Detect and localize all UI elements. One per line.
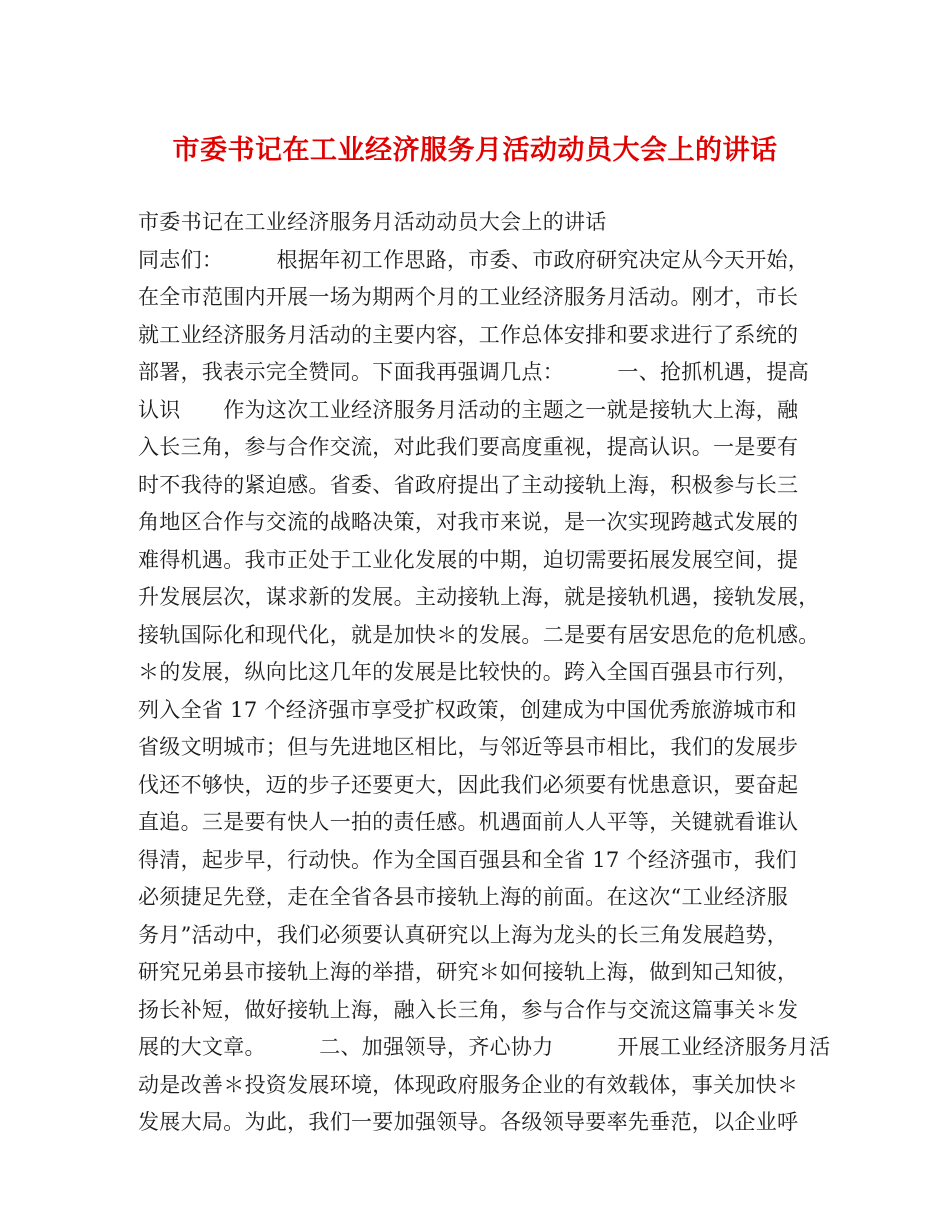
body-line: 省级文明城市；但与先进地区相比，与邻近等县市相比，我们的发展步 [138, 735, 799, 759]
body-line: 难得机遇。我市正处于工业化发展的中期，迫切需要拓展发展空间，提 [138, 547, 799, 572]
body-line: 接轨国际化和现代化，就是加快＊的发展。二是要有居安思危的危机感。 [138, 622, 820, 647]
body-line: 同志们： 根据年初工作思路，市委、市政府研究决定从今天开始， [138, 247, 810, 272]
body-line: 伐还不够快，迈的步子还要更大，因此我们必须要有忧患意识，要奋起 [138, 772, 799, 797]
body-line: 动是改善＊投资发展环境，体现政府服务企业的有效载体，事关加快＊ [138, 1072, 799, 1097]
body-line: 展的大文章。 二、加强领导，齐心协力 开展工业经济服务月活 [138, 1035, 831, 1059]
body-line: 务月”活动中，我们必须要认真研究以上海为龙头的长三角发展趋势， [138, 922, 789, 947]
body-line: ＊的发展，纵向比这几年的发展是比较快的。跨入全国百强县市行列， [138, 660, 799, 684]
body-line: 在全市范围内开展一场为期两个月的工业经济服务月活动。刚才，市长 [138, 285, 799, 309]
document-body [138, 204, 831, 1142]
body-line: 直追。三是要有快人一拍的责任感。机遇面前人人平等，关键就看谁认 [138, 810, 799, 834]
body-line: 升发展层次，谋求新的发展。主动接轨上海，就是接轨机遇，接轨发展， [138, 585, 820, 609]
body-line: 市委书记在工业经济服务月活动动员大会上的讲话 [138, 210, 607, 234]
body-line: 发展大局。为此，我们一要加强领导。各级领导要率先垂范，以企业呼 [138, 1110, 799, 1134]
body-line: 扬长补短，做好接轨上海，融入长三角，参与合作与交流这篇事关＊发 [138, 997, 799, 1022]
document-title: 市委书记在工业经济服务月活动动员大会上的讲话 [172, 135, 778, 166]
body-line: 得清，起步早，行动快。作为全国百强县和全省 17 个经济强市，我们 [138, 847, 797, 872]
body-line: 角地区合作与交流的战略决策，对我市来说，是一次实现跨越式发展的 [138, 510, 799, 534]
body-line: 时不我待的紧迫感。省委、省政府提出了主动接轨上海，积极参与长三 [138, 472, 799, 497]
body-line: 就工业经济服务月活动的主要内容，工作总体安排和要求进行了系统的 [138, 322, 799, 347]
body-line: 认识 作为这次工业经济服务月活动的主题之一就是接轨大上海，融 [138, 397, 799, 422]
body-line: 列入全省 17 个经济强市享受扩权政策，创建成为中国优秀旅游城市和 [138, 697, 797, 722]
body-line: 部署，我表示完全赞同。下面我再强调几点： 一、抢抓机遇，提高 [138, 360, 810, 384]
body-line: 研究兄弟县市接轨上海的举措，研究＊如何接轨上海，做到知己知彼， [138, 960, 799, 984]
body-line: 入长三角，参与合作交流，对此我们要高度重视，提高认识。一是要有 [138, 435, 799, 459]
body-line: 必须捷足先登，走在全省各县市接轨上海的前面。在这次“工业经济服 [138, 885, 789, 909]
